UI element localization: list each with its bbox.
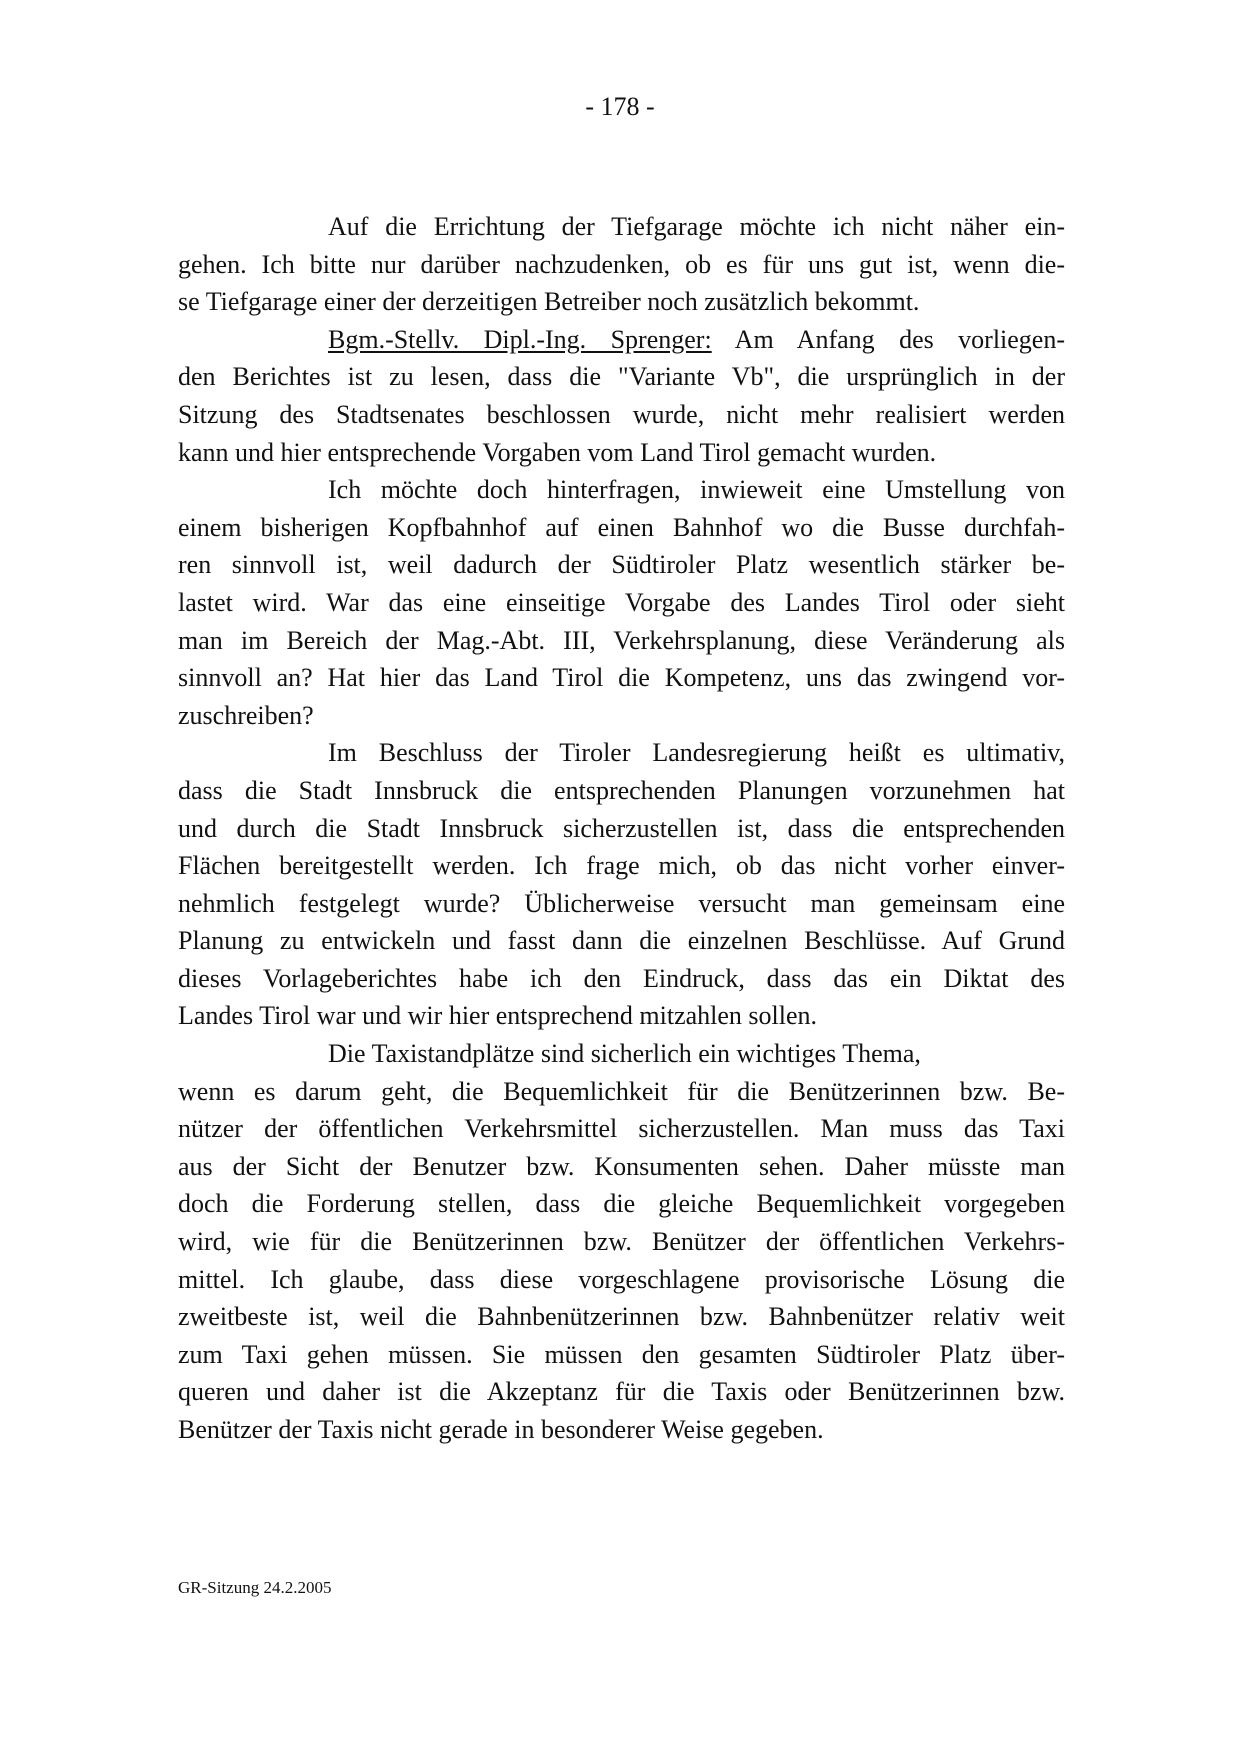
text-line: nehmlich festgelegt wurde? Üblicherweise versucht man gemeinsam eine [178,888,1065,918]
text-line: Auf die Errichtung der Tiefgarage möchte ich nicht näher ein- [328,212,1065,241]
text-line: wenn es darum geht, die Bequemlichkeit für die Benützerinnen bzw. Be- [178,1076,1065,1106]
text-line: zuschreiben? [178,700,314,730]
text-line: aus der Sicht der Benutzer bzw. Konsumenten sehen. Daher müsste man [178,1151,1065,1181]
text-line: queren und daher ist die Akzeptanz für die Taxis oder Benützerinnen bzw. [178,1377,1065,1407]
text-line: mittel. Ich glaube, dass diese vorgeschlagene provisorische Lösung die [178,1264,1065,1294]
text-line: einem bisherigen Kopfbahnhof auf einen Bahnhof wo die Busse durchfah- [178,512,1065,542]
text-line: Flächen bereitgestellt werden. Ich frage mich, ob das nicht vorher einver- [178,851,1065,881]
text-line: Benützer der Taxis nicht gerade in besonderer Weise gegeben. [178,1415,824,1444]
text-line: dieses Vorlageberichtes habe ich den Eindruck, dass das ein Diktat des [178,963,1065,993]
text-line: Die Taxistandplätze sind sicherlich ein wichtiges Thema, [328,1039,921,1069]
text-line: man im Bereich der Mag.-Abt. III, Verkehrsplanung, diese Veränderung als [178,625,1065,655]
text-line: sinnvoll an? Hat hier das Land Tirol die Kompetenz, uns das zwingend vor- [178,663,1065,693]
text-line: und durch die Stadt Innsbruck sicherzustellen ist, dass die entsprechenden [178,813,1065,843]
text-line: Im Beschluss der Tiroler Landesregierung heißt es ultimativ, [328,738,1065,768]
speaker-name: Bgm.-Stellv. Dipl.-Ing. Sprenger: [328,324,712,354]
footer-session-date: GR-Sitzung 24.2.2005 [178,1578,332,1597]
text-line: kann und hier entsprechende Vorgaben vom Land Tirol gemacht wurden. [178,437,937,467]
text-line: ren sinnvoll ist, weil dadurch der Südtiroler Platz wesentlich stärker be- [178,550,1065,580]
paragraph-2 [178,321,1065,471]
text-line: nützer der öffentlichen Verkehrsmittel sicherzustellen. Man muss das Taxi [178,1114,1065,1144]
text-line: wird, wie für die Benützerinnen bzw. Benützer der öffentlichen Verkehrs- [178,1227,1065,1257]
text-line: gehen. Ich bitte nur darüber nachzudenken, ob es für uns gut ist, wenn die- [178,249,1065,279]
text-line: Ich möchte doch hinterfragen, inwieweit eine Umstellung von [328,475,1065,505]
paragraph-1 [178,208,1065,321]
text-line: zum Taxi gehen müssen. Sie müssen den gesamten Südtiroler Platz über- [178,1339,1065,1369]
text-line [178,321,1065,359]
page-number: - 178 - [585,92,655,121]
text-line: lastet wird. War das eine einseitige Vorgabe des Landes Tirol oder sieht [178,587,1065,617]
text-line: den Berichtes ist zu lesen, dass die "Variante Vb", die ursprünglich in der [178,362,1065,392]
document-body [178,208,1065,1449]
text-line: zweitbeste ist, weil die Bahnbenützerinnen bzw. Bahnbenützer relativ weit [178,1302,1065,1332]
paragraph-5 [178,1035,1065,1449]
text-line: dass die Stadt Innsbruck die entsprechenden Planungen vorzunehmen hat [178,775,1065,805]
paragraph-4 [178,734,1065,1035]
text-line: Planung zu entwickeln und fasst dann die einzelnen Beschlüsse. Auf Grund [178,926,1065,956]
text-fragment: Am Anfang des vorliegen- [711,324,1066,354]
text-line: se Tiefgarage einer der derzeitigen Betreiber noch zusätzlich bekommt. [178,287,920,317]
text-line: Sitzung des Stadtsenates beschlossen wurde, nicht mehr realisiert werden [178,399,1065,429]
text-line: Landes Tirol war und wir hier entsprechend mitzahlen sollen. [178,1001,818,1031]
text-line: doch die Forderung stellen, dass die gleiche Bequemlichkeit vorgegeben [178,1189,1065,1219]
paragraph-3 [178,471,1065,734]
